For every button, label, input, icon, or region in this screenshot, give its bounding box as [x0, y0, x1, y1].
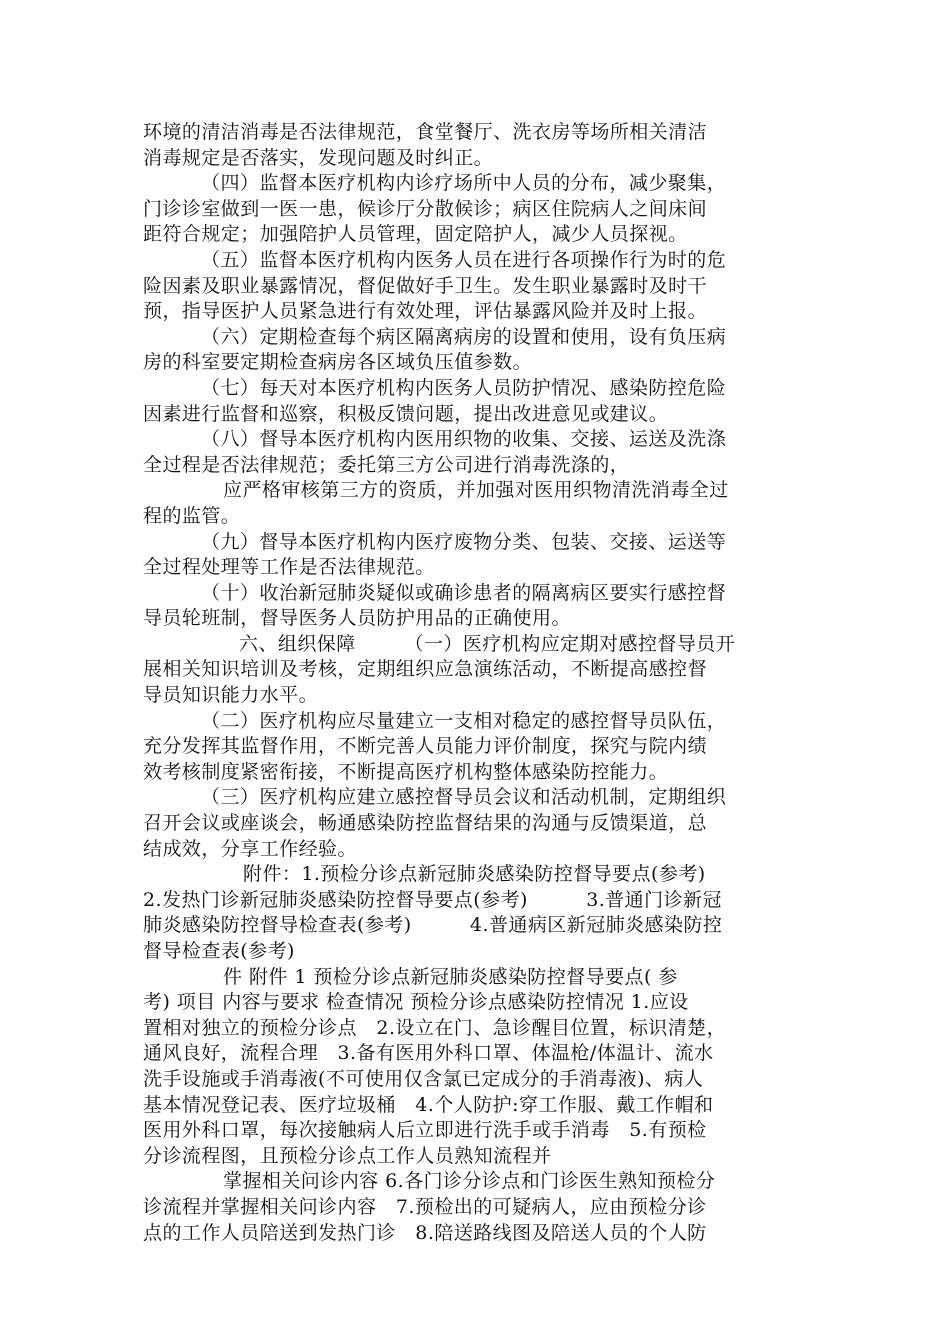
- document-page: [143, 120, 813, 1246]
- text-line: 房的科室要定期检查病房各区域负压值参数。: [143, 351, 533, 374]
- text-line: （六）定期检查每个病区隔离病房的设置和使用，设有负压病: [201, 325, 727, 348]
- text-line: 效考核制度紧密衔接，不断提高医疗机构整体感染防控能力。: [143, 760, 669, 783]
- text-line: 置相对独立的预检分诊点 2.设立在门、急诊醒目位置，标识清楚，: [143, 1016, 727, 1039]
- text-line: 通风良好，流程合理 3.备有医用外科口罩、体温枪/体温计、流水: [143, 1042, 714, 1065]
- text-line: 充分发挥其监督作用，不断完善人员能力评价制度，探究与院内绩: [143, 735, 708, 758]
- text-line: （三）医疗机构应建立感控督导员会议和活动机制，定期组织: [201, 786, 727, 809]
- text-line: 全过程处理等工作是否法律规范。: [143, 556, 435, 579]
- text-line: 诊流程并掌握相关问诊内容 7.预检出的可疑病人，应由预检分诊: [143, 1195, 707, 1218]
- text-line: （二）医疗机构应尽量建立一支相对稳定的感控督导员队伍，: [201, 709, 727, 732]
- text-line: 六、组织保障 （一）医疗机构应定期对感控督导员开: [239, 632, 736, 655]
- text-line: （十）收治新冠肺炎疑似或确诊患者的隔离病区要实行感控督: [201, 581, 727, 604]
- text-line: 因素进行监督和巡察，积极反馈问题，提出改进意见或建议。: [143, 402, 669, 425]
- text-line: 附件：1.预检分诊点新冠肺炎感染防控督导要点(参考): [243, 863, 706, 886]
- text-line: 基本情况登记表、医疗垃圾桶 4.个人防护:穿工作服、戴工作帽和: [143, 1093, 714, 1116]
- text-line: 展相关知识培训及考核，定期组织应急演练活动，不断提高感控督: [143, 658, 708, 681]
- text-line: （八）督导本医疗机构内医用织物的收集、交接、运送及洗涤: [201, 428, 727, 451]
- text-line: 全过程是否法律规范；委托第三方公司进行消毒洗涤的，: [143, 453, 630, 476]
- text-line: （五）监督本医疗机构内医务人员在进行各项操作行为时的危: [201, 248, 727, 271]
- text-line: （九）督导本医疗机构内医疗废物分类、包装、交接、运送等: [201, 530, 727, 553]
- text-line: 召开会议或座谈会，畅通感染防控监督结果的沟通与反馈渠道，总: [143, 812, 708, 835]
- text-line: 距符合规定；加强陪护人员管理，固定陪护人，减少人员探视。: [143, 223, 688, 246]
- text-line: （四）监督本医疗机构内诊疗场所中人员的分布，减少聚集，: [201, 172, 727, 195]
- text-line: 预，指导医护人员紧急进行有效处理，评估暴露风险并及时上报。: [143, 300, 708, 323]
- text-line: 肺炎感染防控督导检查表(参考) 4.普通病区新冠肺炎感染防控: [143, 914, 723, 937]
- text-line: 门诊诊室做到一医一患，候诊厅分散候诊；病区住院病人之间床间: [143, 197, 708, 220]
- text-line: 消毒规定是否落实，发现问题及时纠正。: [143, 146, 494, 169]
- text-line: 应严格审核第三方的资质，并加强对医用织物清洗消毒全过: [223, 479, 729, 502]
- text-line: 环境的清洁消毒是否法律规范，食堂餐厅、洗衣房等场所相关清洁: [143, 121, 708, 143]
- text-line: 程的监管。: [143, 504, 241, 527]
- text-line: 件 附件 1 预检分诊点新冠肺炎感染防控督导要点( 参: [223, 965, 678, 988]
- text-line: 督导检查表(参考): [143, 940, 295, 962]
- text-line: （七）每天对本医疗机构内医务人员防护情况、感染防控危险: [201, 376, 727, 399]
- text-line: 考) 项目 内容与要求 检查情况 预检分诊点感染防控情况 1.应设: [143, 991, 689, 1014]
- text-line: 导员轮班制，督导医务人员防护用品的正确使用。: [143, 607, 571, 630]
- text-line: 洗手设施或手消毒液(不可使用仅含氯已定成分的手消毒液)、病人: [143, 1067, 704, 1090]
- text-line: 掌握相关问诊内容 6.各门诊分诊点和门诊医生熟知预检分: [223, 1170, 716, 1193]
- text-line: 分诊流程图，且预检分诊点工作人员熟知流程并: [143, 1144, 552, 1167]
- text-line: 导员知识能力水平。: [143, 684, 319, 707]
- text-line: 2.发热门诊新冠肺炎感染防控督导要点(参考) 3.普通门诊新冠: [143, 888, 722, 911]
- text-line: 结成效，分享工作经验。: [143, 837, 357, 860]
- text-line: 医用外科口罩，每次接触病人后立即进行洗手或手消毒 5.有预检: [143, 1119, 707, 1142]
- text-line: 点的工作人员陪送到发热门诊 8.陪送路线图及陪送人员的个人防: [143, 1221, 707, 1244]
- text-line: 险因素及职业暴露情况，督促做好手卫生。发生职业暴露时及时干: [143, 274, 708, 297]
